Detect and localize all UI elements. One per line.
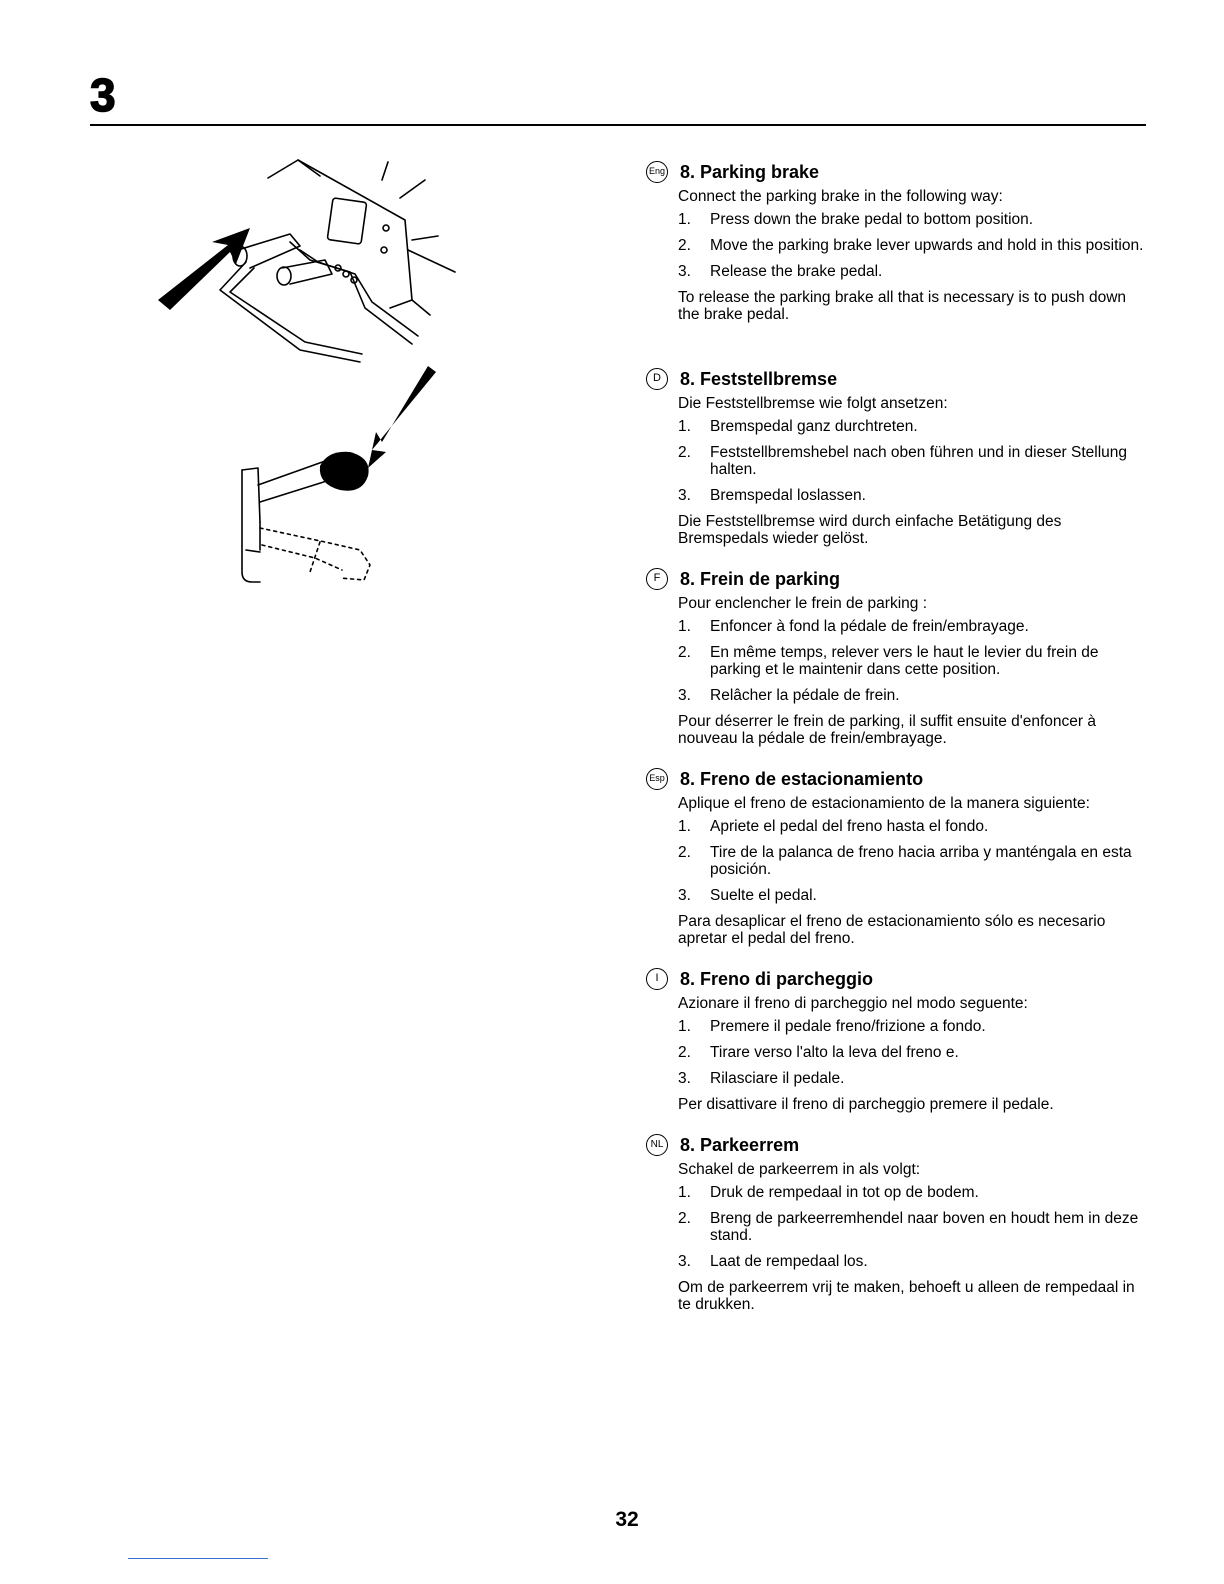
section-outro: Om de parkeerrem vrij te maken, behoeft u alleen de rempedaal in te drukken. [678,1279,1135,1313]
step-item: 2. En même temps, relever vers le haut le levier du frein de parking et le maintenir dans cette position. [678,644,1099,678]
footer-rule [128,1558,268,1559]
step-item: 2. Breng de parkeerremhendel naar boven en houdt hem in deze stand. [678,1210,1139,1244]
section-spanish [646,767,1148,947]
page-number: 32 [615,1508,639,1531]
step-item: 2. Feststellbremshebel nach oben führen und in dieser Stellung halten. [678,444,1128,478]
top-divider [90,124,1146,126]
chapter-number: 3 [90,69,116,121]
section-title: 8. Freno di parcheggio [680,969,874,989]
lang-badge: NL [646,1134,668,1156]
section-outro: Pour déserrer le frein de parking, il suffit ensuite d'enfoncer à nouveau la pédale de frein/embrayage. [678,713,1096,747]
step-item: 1. Enfoncer à fond la pédale de frein/embrayage. [678,618,1029,635]
section-title: 8. Parking brake [680,162,820,182]
section-outro: To release the parking brake all that is necessary is to push down the brake pedal. [678,289,1127,323]
step-item: 1. Press down the brake pedal to bottom position. [678,211,1034,228]
section-french [646,567,1148,747]
lang-badge: D [646,368,668,390]
section-intro: Schakel de parkeerrem in als volgt: [678,1161,921,1178]
upper-arrow-icon [158,228,250,310]
step-item: 1. Druk de rempedaal in tot op de bodem. [678,1184,979,1201]
section-outro: Die Feststellbremse wird durch einfache Betätigung des Bremspedals wieder gelöst. [678,513,1062,547]
lang-badge: Eng [646,161,668,183]
lang-badge: Esp [646,768,668,790]
step-item: 3. Rilasciare il pedale. [678,1070,845,1087]
parking-brake-illustration [150,150,470,600]
step-item: 3. Suelte el pedal. [678,887,817,904]
step-item: 3. Relâcher la pédale de frein. [678,687,900,704]
section-intro: Azionare il freno di parcheggio nel modo seguente: [678,995,1028,1012]
step-item: 1. Premere il pedale freno/frizione a fondo. [678,1018,986,1035]
section-title: 8. Frein de parking [680,569,841,589]
section-dutch [646,1133,1148,1313]
step-item: 3. Laat de rempedaal los. [678,1253,868,1270]
step-item: 2. Tire de la palanca de freno hacia arriba y manténgala en esta posición. [678,844,1132,878]
step-item: 1. Bremspedal ganz durchtreten. [678,418,918,435]
step-item: 2. Move the parking brake lever upwards and hold in this position. [678,237,1144,254]
section-title: 8. Feststellbremse [680,369,838,389]
section-intro: Aplique el freno de estacionamiento de la manera siguiente: [678,795,1090,812]
section-intro: Pour enclencher le frein de parking : [678,595,928,612]
section-german [646,367,1148,547]
section-english [646,160,1148,323]
step-item: 3. Release the brake pedal. [678,263,883,280]
step-item: 2. Tirare verso l'alto la leva del freno e. [678,1044,959,1061]
lang-badge: I [646,968,668,990]
section-title: 8. Freno de estacionamiento [680,769,924,789]
lower-arrow-icon [368,366,436,468]
section-title: 8. Parkeerrem [680,1135,800,1155]
step-item: 3. Bremspedal loslassen. [678,487,866,504]
section-outro: Per disattivare il freno di parcheggio premere il pedale. [678,1096,1054,1113]
step-item: 1. Apriete el pedal del freno hasta el fondo. [678,818,989,835]
section-intro: Connect the parking brake in the following way: [678,188,1003,205]
section-outro: Para desaplicar el freno de estacionamiento sólo es necesario apretar el pedal del freno. [678,913,1106,947]
section-italian [646,967,1148,1113]
lang-badge: F [646,568,668,590]
section-intro: Die Feststellbremse wie folgt ansetzen: [678,395,948,412]
instructions-column [646,160,1148,1333]
